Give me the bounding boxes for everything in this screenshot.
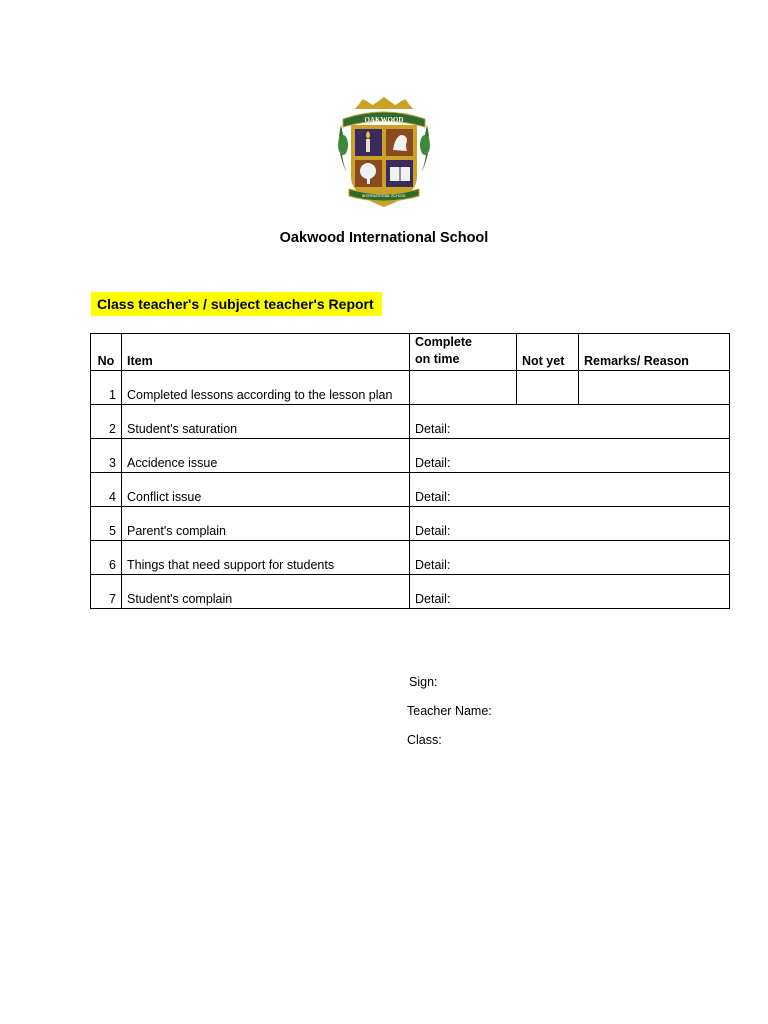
complete-on-time-cell[interactable]: [410, 371, 517, 405]
detail-cell[interactable]: Detail:: [410, 473, 730, 507]
table-row: [91, 507, 730, 541]
detail-cell[interactable]: Detail:: [410, 575, 730, 609]
header-remarks-reason: Remarks/ Reason: [579, 334, 730, 371]
row-number: 6: [91, 541, 122, 575]
school-crest-logo: [333, 95, 435, 213]
table-row: [91, 473, 730, 507]
row-item: Conflict issue: [122, 473, 410, 507]
header-complete-line2: on time: [415, 352, 460, 366]
table-row: [91, 541, 730, 575]
row-item: Student's saturation: [122, 405, 410, 439]
detail-cell[interactable]: Detail:: [410, 507, 730, 541]
not-yet-cell[interactable]: [517, 371, 579, 405]
report-table: [90, 333, 730, 609]
table-row: [91, 575, 730, 609]
class-label: Class:: [407, 733, 442, 747]
row-number: 1: [91, 371, 122, 405]
header-complete-line1: Complete: [415, 335, 472, 349]
detail-cell[interactable]: Detail:: [410, 405, 730, 439]
header-not-yet: Not yet: [517, 334, 579, 371]
header-item: Item: [122, 334, 410, 371]
logo-motto: INTERNATIONAL SCHOOL: [361, 194, 407, 198]
table-row: [91, 371, 730, 405]
row-number: 3: [91, 439, 122, 473]
sign-label: Sign:: [409, 675, 438, 689]
table-row: [91, 439, 730, 473]
table-header-row: [91, 334, 730, 371]
detail-cell[interactable]: Detail:: [410, 439, 730, 473]
row-number: 2: [91, 405, 122, 439]
table-row: [91, 405, 730, 439]
row-item: Completed lessons according to the lesson plan: [122, 371, 410, 405]
row-item: Parent's complain: [122, 507, 410, 541]
row-item: Student's complain: [122, 575, 410, 609]
signature-block: [407, 675, 492, 762]
report-title: Class teacher's / subject teacher's Report: [91, 292, 382, 316]
header-complete-on-time: [410, 334, 517, 371]
row-number: 5: [91, 507, 122, 541]
remarks-cell[interactable]: [579, 371, 730, 405]
row-number: 4: [91, 473, 122, 507]
teacher-name-label: Teacher Name:: [407, 704, 492, 718]
detail-cell[interactable]: Detail:: [410, 541, 730, 575]
header-no: No: [91, 334, 122, 371]
row-item: Things that need support for students: [122, 541, 410, 575]
school-name-heading: Oakwood International School: [279, 230, 489, 246]
row-item: Accidence issue: [122, 439, 410, 473]
logo-text: OAKWOOD: [364, 116, 404, 124]
row-number: 7: [91, 575, 122, 609]
